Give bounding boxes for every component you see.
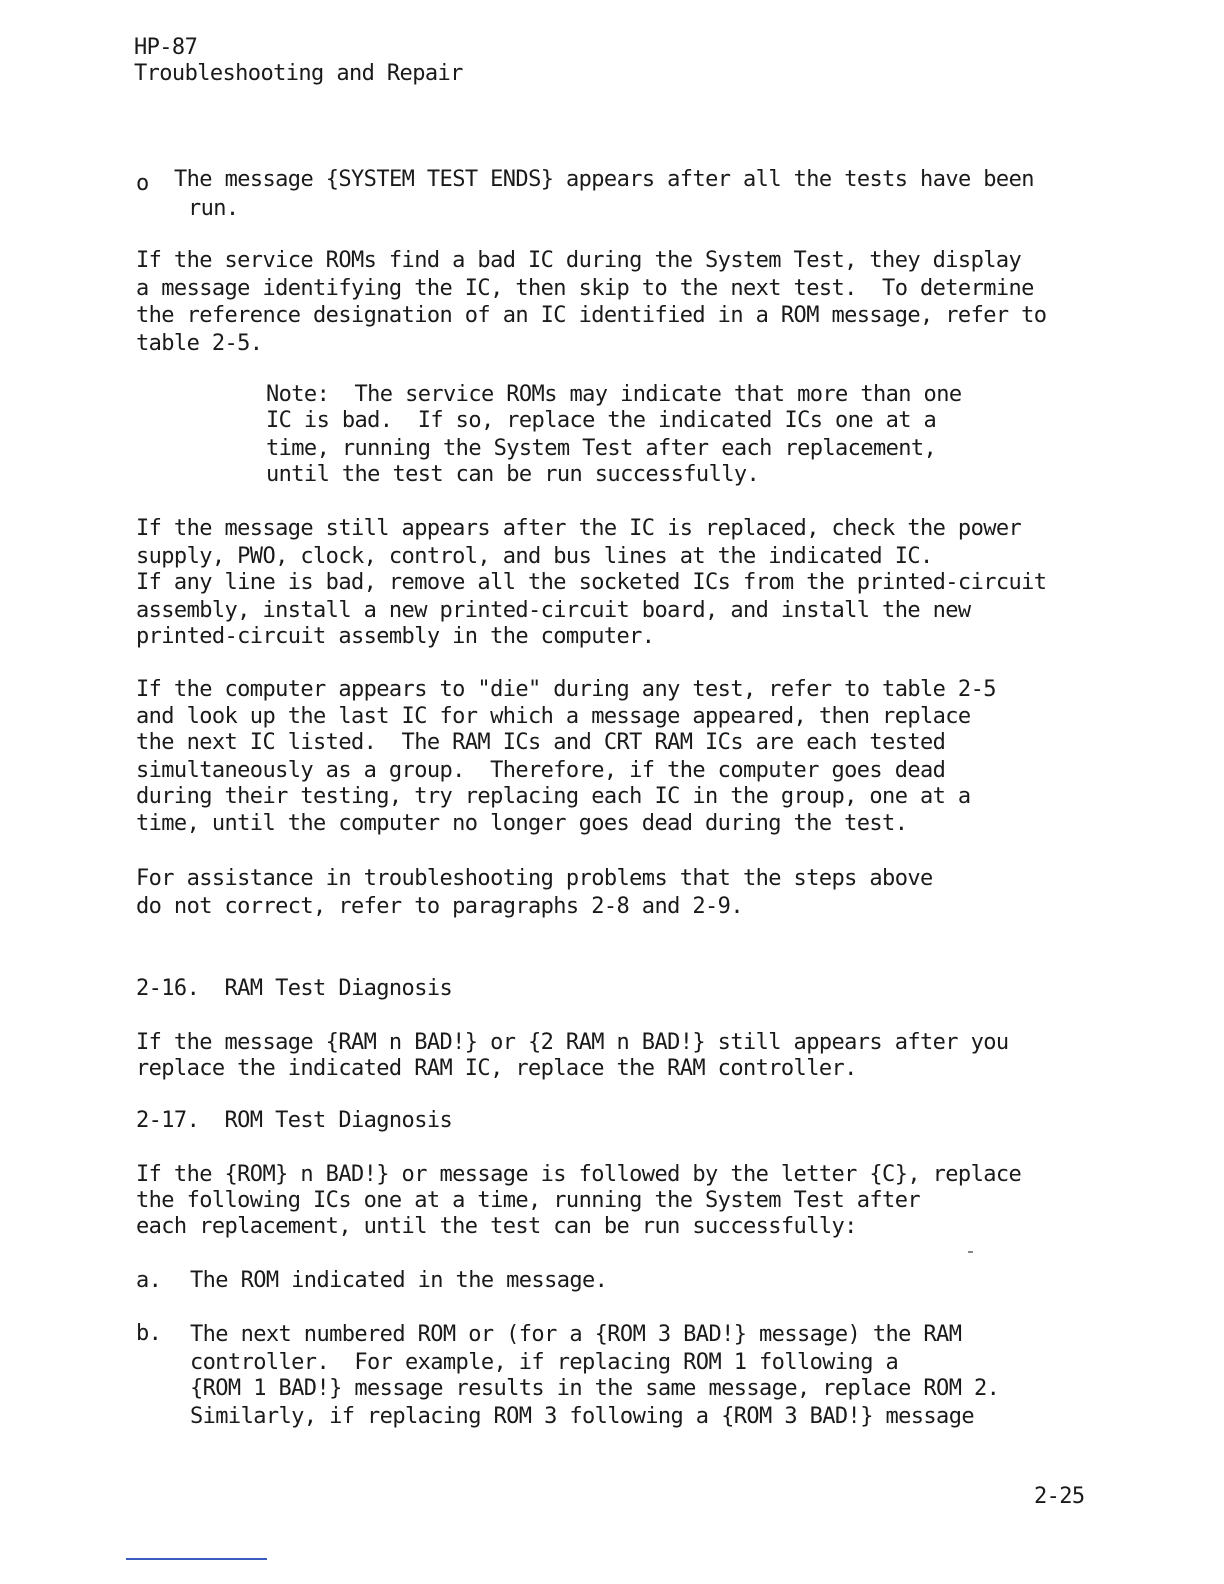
bullet-marker: o (136, 171, 149, 196)
note-line: Note: The service ROMs may indicate that more than one (266, 382, 962, 407)
list-item-line: controller. For example, if replacing ROM 1 following a (190, 1350, 899, 1375)
list-item-line: The next numbered ROM or (for a {ROM 3 BAD!} message) the RAM (190, 1322, 962, 1347)
list-marker: a. (136, 1268, 162, 1293)
note-line: IC is bad. If so, replace the indicated ICs one at a (266, 408, 937, 433)
bullet-line: run. (188, 196, 239, 221)
paragraph-line: the next IC listed. The RAM ICs and CRT RAM ICs are each tested (136, 730, 946, 755)
section-heading: 2-17. ROM Test Diagnosis (136, 1108, 453, 1133)
paragraph-line: For assistance in troubleshooting problems that the steps above (136, 866, 933, 891)
paragraph-line: a message identifying the IC, then skip to the next test. To determine (136, 276, 1034, 301)
paragraph-line: and look up the last IC for which a message appeared, then replace (136, 704, 971, 729)
paragraph-line: table 2-5. (136, 331, 263, 356)
paragraph-line: each replacement, until the test can be run successfully: (136, 1214, 857, 1239)
paragraph-line: the following ICs one at a time, running the System Test after (136, 1188, 920, 1213)
footer-rule (126, 1558, 267, 1560)
paragraph-line: If the service ROMs find a bad IC during the System Test, they display (136, 248, 1022, 273)
header-section: Troubleshooting and Repair (134, 61, 463, 86)
paragraph-line: supply, PWO, clock, control, and bus lines at the indicated IC. (136, 544, 933, 569)
bullet-line: The message {SYSTEM TEST ENDS} appears after all the tests have been (174, 167, 1034, 192)
note-line: until the test can be run successfully. (266, 462, 760, 487)
paragraph-line: replace the indicated RAM IC, replace the RAM controller. (136, 1056, 857, 1081)
note-line: time, running the System Test after each replacement, (266, 436, 937, 461)
paragraph-line: If the message still appears after the IC is replaced, check the power (136, 516, 1022, 541)
section-heading: 2-16. RAM Test Diagnosis (136, 976, 453, 1001)
list-item-line: The ROM indicated in the message. (190, 1268, 608, 1293)
list-item-line: {ROM 1 BAD!} message results in the same message, replace ROM 2. (190, 1376, 1000, 1401)
paragraph-line: during their testing, try replacing each IC in the group, one at a (136, 784, 971, 809)
paragraph-line: assembly, install a new printed-circuit board, and install the new (136, 598, 971, 623)
paragraph-line: If the computer appears to "die" during any test, refer to table 2-5 (136, 677, 996, 702)
paragraph-line: time, until the computer no longer goes dead during the test. (136, 811, 908, 836)
paragraph-line: If the message {RAM n BAD!} or {2 RAM n BAD!} still appears after you (136, 1030, 1009, 1055)
paragraph-line: simultaneously as a group. Therefore, if the computer goes dead (136, 758, 946, 783)
scan-speck (968, 1251, 973, 1253)
list-item-line: Similarly, if replacing ROM 3 following a {ROM 3 BAD!} message (190, 1404, 974, 1429)
page-number: 2-25 (1034, 1484, 1085, 1509)
paragraph-line: do not correct, refer to paragraphs 2-8 and 2-9. (136, 894, 743, 919)
paragraph-line: If any line is bad, remove all the socketed ICs from the printed-circuit (136, 570, 1047, 595)
paragraph-line: If the {ROM} n BAD!} or message is followed by the letter {C}, replace (136, 1162, 1022, 1187)
list-marker: b. (136, 1321, 162, 1346)
paragraph-line: printed-circuit assembly in the computer. (136, 624, 655, 649)
paragraph-line: the reference designation of an IC identified in a ROM message, refer to (136, 303, 1047, 328)
header-model: HP-87 (134, 35, 198, 60)
